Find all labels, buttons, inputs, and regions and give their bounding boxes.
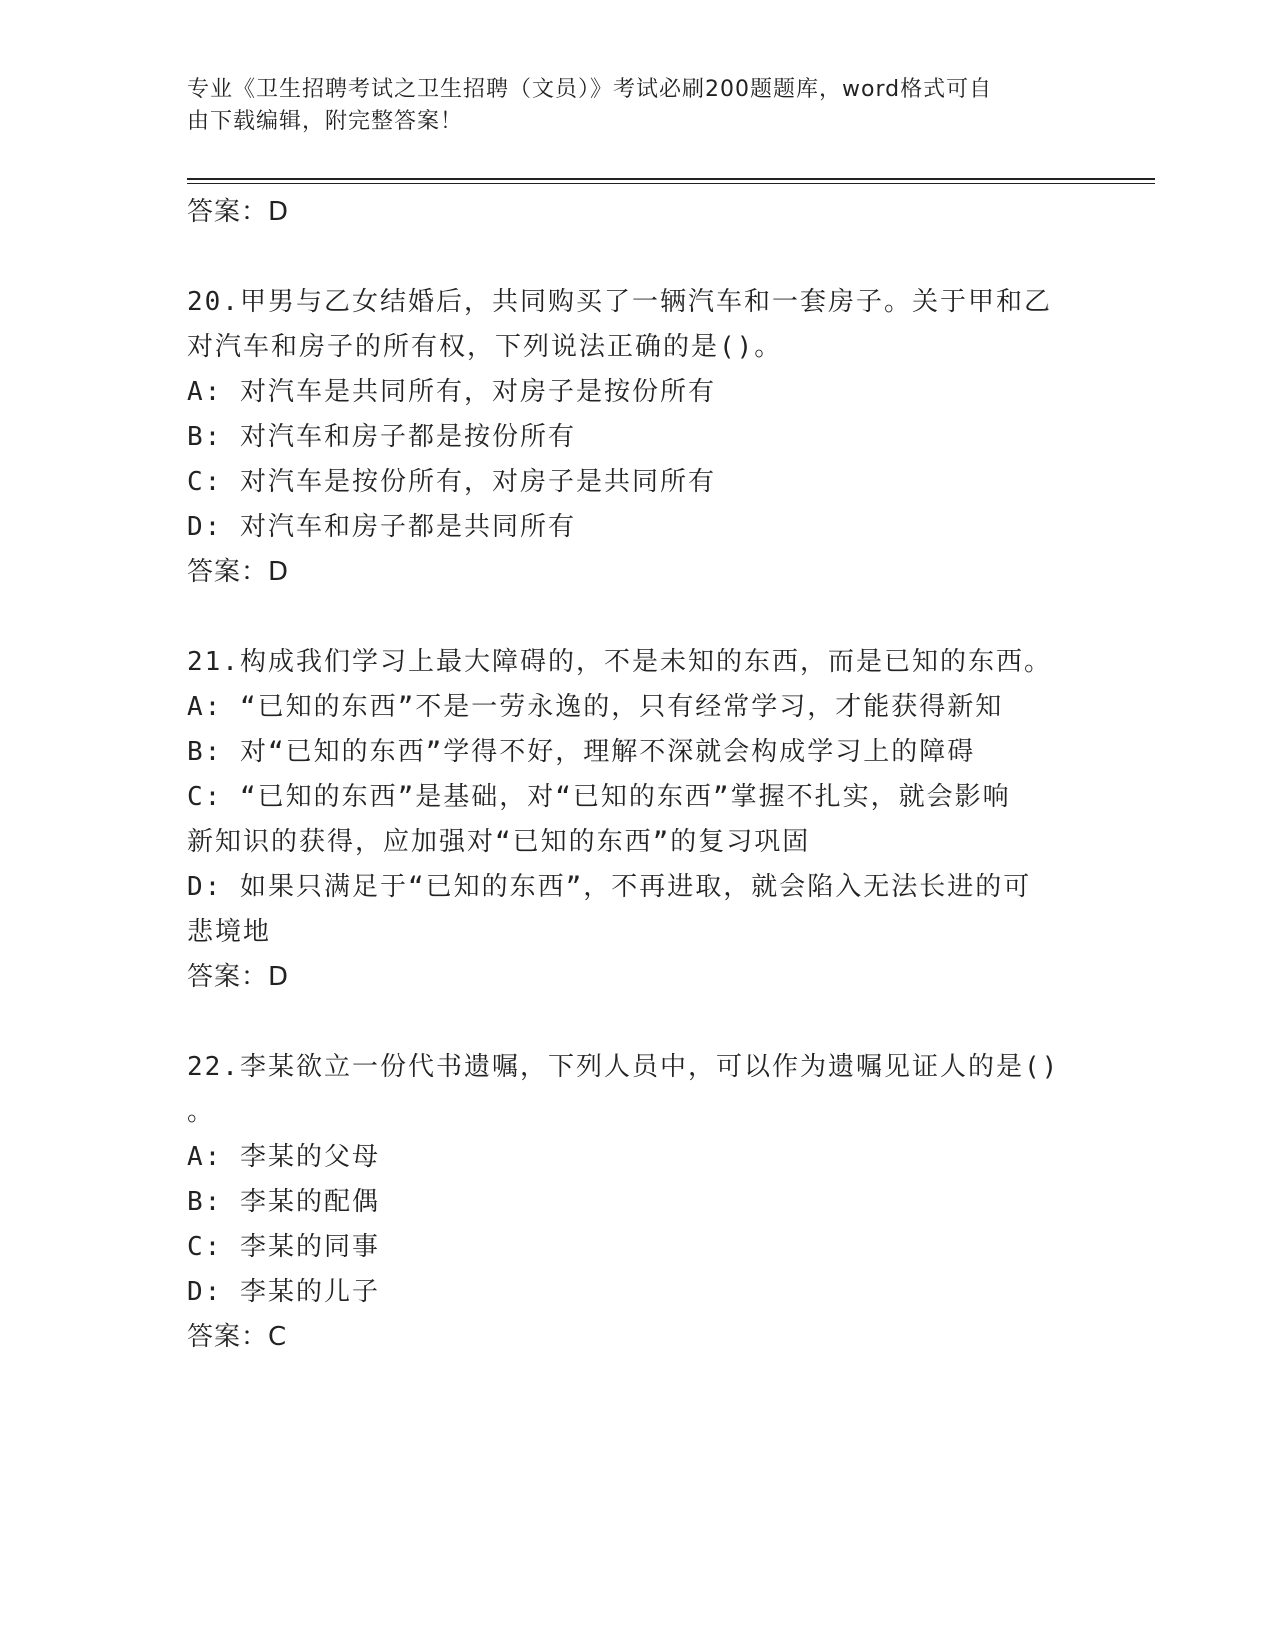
question-stem: 20.甲男与乙女结婚后，共同购买了一辆汽车和一套房子。关于甲和乙 (187, 287, 1052, 317)
option-c-continued: 新知识的获得，应加强对“已知的东西”的复习巩固 (187, 827, 811, 857)
page-header (187, 74, 1067, 138)
option-c: C: 对汽车是按份所有，对房子是共同所有 (187, 467, 716, 497)
option-c: C: 李某的同事 (187, 1232, 380, 1262)
question-22 (187, 1045, 1077, 1360)
question-20 (187, 280, 1077, 595)
option-d-continued: 悲境地 (187, 917, 272, 947)
header-line-2: 由下载编辑，附完整答案！ (187, 109, 464, 134)
answer: 答案：D (187, 557, 290, 587)
option-d: D: 李某的儿子 (187, 1277, 380, 1307)
option-b: B: 李某的配偶 (187, 1187, 380, 1217)
header-line-1: 专业《卫生招聘考试之卫生招聘（文员）》考试必刷200题题库，word格式可自 (187, 77, 993, 102)
option-a: A: “已知的东西”不是一劳永逸的，只有经常学习，才能获得新知 (187, 692, 1004, 722)
question-stem: 对汽车和房子的所有权，下列说法正确的是()。 (187, 332, 783, 362)
question-stem: 。 (187, 1097, 216, 1127)
option-c: C: “已知的东西”是基础，对“已知的东西”掌握不扎实，就会影响 (187, 782, 1011, 812)
spacer (187, 595, 1077, 640)
spacer (187, 1000, 1077, 1045)
question-stem: 22.李某欲立一份代书遗嘱，下列人员中，可以作为遗嘱见证人的是() (187, 1052, 1060, 1082)
spacer (187, 235, 1077, 280)
option-a: A: 对汽车是共同所有，对房子是按份所有 (187, 377, 716, 407)
option-a: A: 李某的父母 (187, 1142, 380, 1172)
header-rule-thick (187, 178, 1155, 180)
option-b: B: 对“已知的东西”学得不好，理解不深就会构成学习上的障碍 (187, 737, 976, 767)
option-d: D: 如果只满足于“已知的东西”，不再进取，就会陷入无法长进的可 (187, 872, 1032, 902)
previous-answer: 答案：D (187, 197, 290, 227)
question-content (187, 190, 1077, 1360)
question-21 (187, 640, 1077, 1000)
question-stem: 21.构成我们学习上最大障碍的，不是未知的东西，而是已知的东西。 (187, 647, 1052, 677)
option-b: B: 对汽车和房子都是按份所有 (187, 422, 576, 452)
option-d: D: 对汽车和房子都是共同所有 (187, 512, 576, 542)
answer: 答案：C (187, 1322, 288, 1352)
answer: 答案：D (187, 962, 290, 992)
header-rule-thin (187, 183, 1155, 184)
